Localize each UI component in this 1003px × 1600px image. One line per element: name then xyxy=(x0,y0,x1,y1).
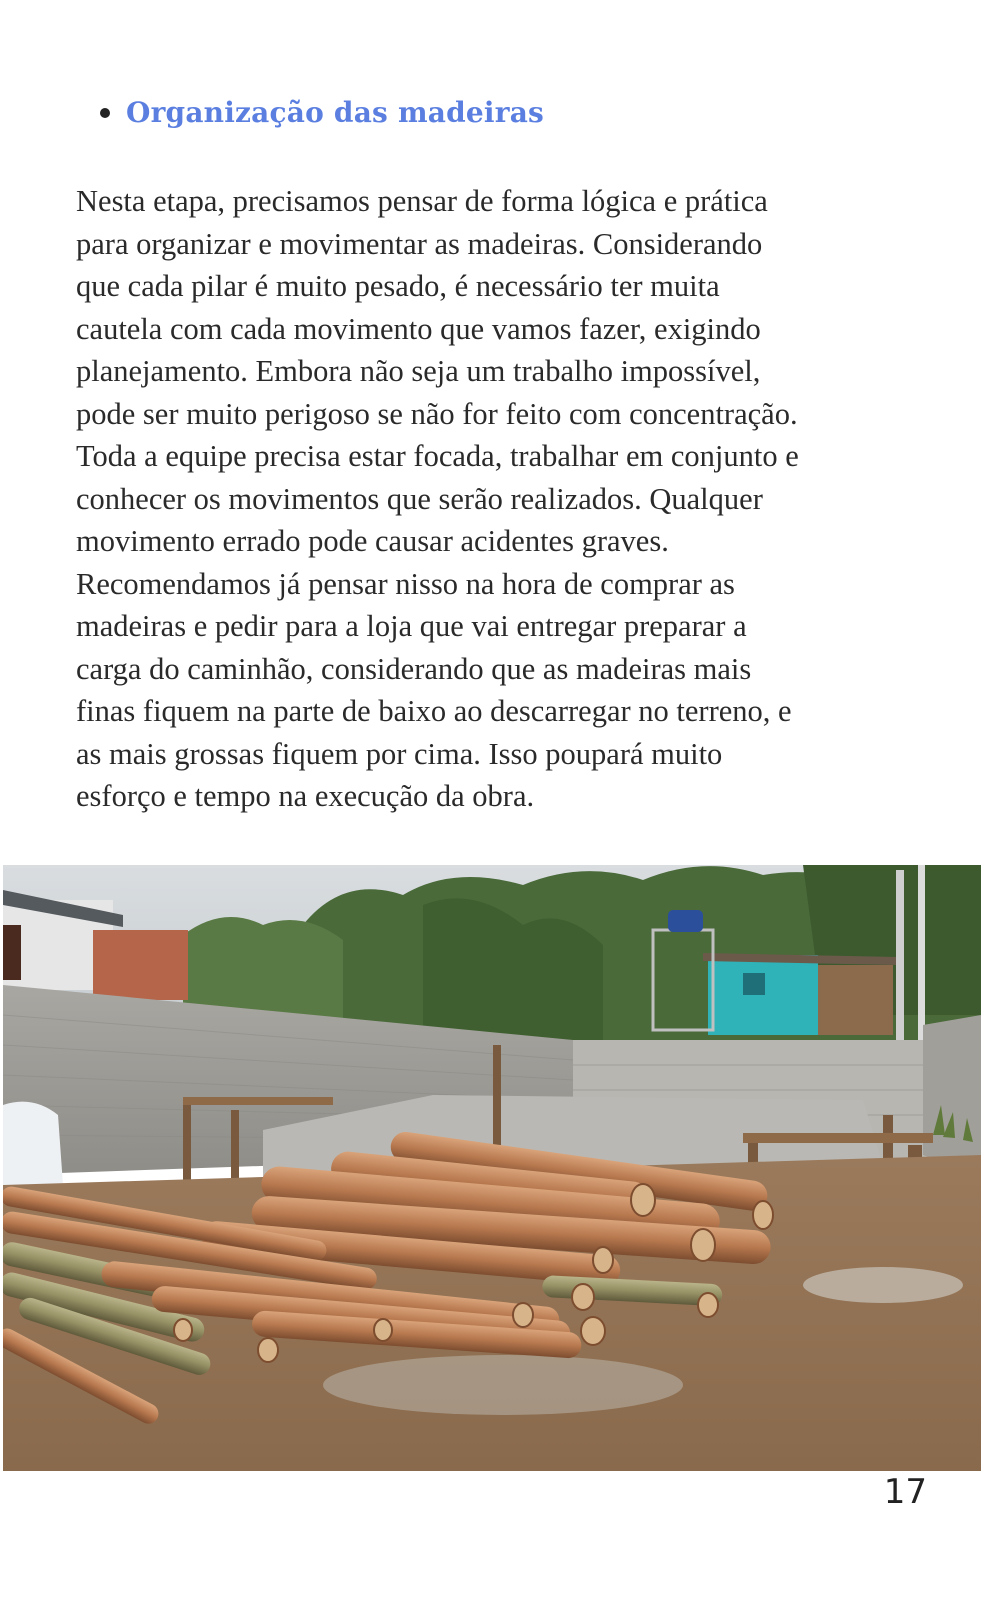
paragraph-line: para organizar e movimentar as madeiras. Considerando xyxy=(76,226,763,261)
paragraph-line: Recomendamos já pensar nisso na hora de comprar as xyxy=(76,566,735,601)
paragraph-line: carga do caminhão, considerando que as madeiras mais xyxy=(76,651,752,686)
construction-site-photo xyxy=(3,865,981,1471)
paragraph-line: movimento errado pode causar acidentes graves. xyxy=(76,524,669,558)
paragraph-line: as mais grossas fiquem por cima. Isso poupará muito xyxy=(76,736,723,771)
paragraph-line: Nesta etapa, precisamos pensar de forma lógica e prática xyxy=(76,184,768,218)
section-heading-row xyxy=(100,96,544,129)
paragraph-line: esforço e tempo na execução da obra. xyxy=(76,779,535,813)
paragraph-line: madeiras e pedir para a loja que vai entregar preparar a xyxy=(76,609,747,643)
paragraph-line: conhecer os movimentos que serão realizados. Qualquer xyxy=(76,481,763,516)
paragraph-line: que cada pilar é muito pesado, é necessário ter muita xyxy=(76,269,720,303)
paragraph-line: planejamento. Embora não seja um trabalho impossível, xyxy=(76,354,761,388)
paragraph-line: pode ser muito perigoso se não for feito com concentração. xyxy=(76,396,798,431)
paragraph-line: finas fiquem na parte de baixo ao descarregar no terreno, e xyxy=(76,694,792,728)
page-number: 17 xyxy=(883,1472,927,1512)
bullet-icon xyxy=(100,108,110,118)
section-heading: Organização das madeiras xyxy=(126,96,545,129)
body-paragraph xyxy=(76,180,936,818)
paragraph-line: cautela com cada movimento que vamos fazer, exigindo xyxy=(76,311,761,346)
paragraph-line: Toda a equipe precisa estar focada, trabalhar em conjunto e xyxy=(76,439,799,473)
